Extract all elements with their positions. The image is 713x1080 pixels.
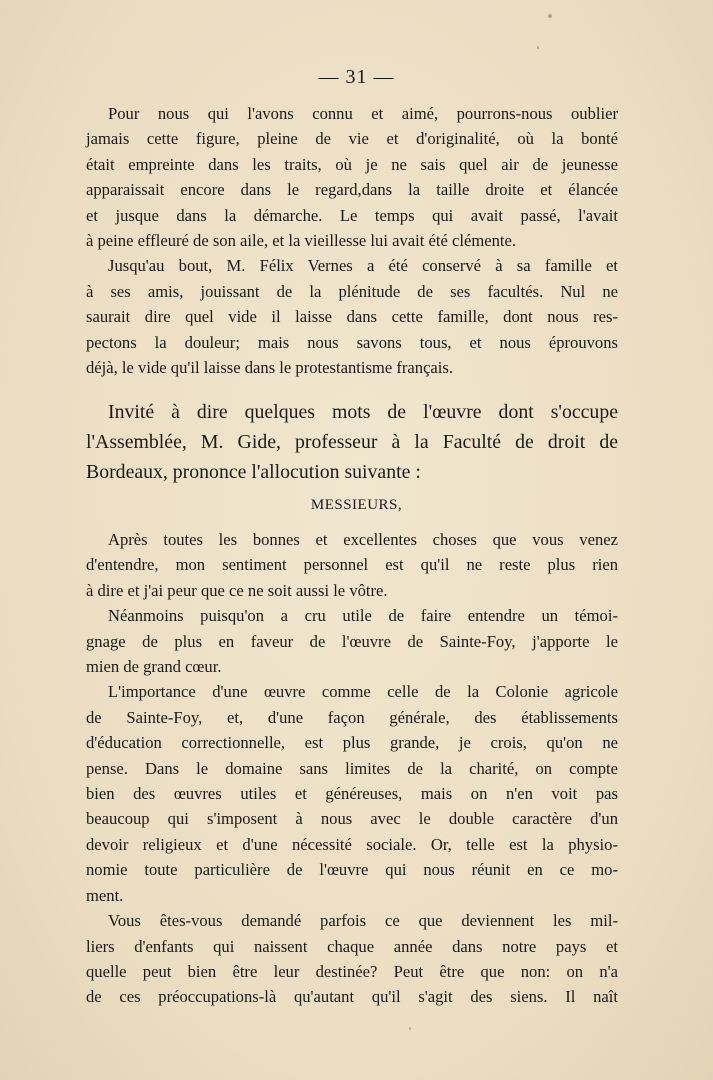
text-line: déjà, le vide qu'il laisse dans le protestantisme français. — [86, 358, 454, 378]
text-line: liers d'enfants qui naissent chaque année dans notre pays et — [86, 936, 618, 956]
text-line: mien de grand cœur. — [86, 657, 222, 677]
text-line: quelle peut bien être leur destinée? Peut être que non: on n'a — [86, 961, 618, 981]
text-line: saurait dire quel vide il laisse dans cette famille, dont nous res- — [86, 307, 618, 327]
page-number: — 31 — — [318, 66, 395, 88]
text-line: à peine effleuré de son aile, et la vieillesse lui avait été clémente. — [86, 231, 517, 251]
paragraph — [86, 603, 618, 679]
text-line: à dire et j'ai peur que ce ne soit aussi le vôtre. — [86, 580, 388, 600]
text-line: pectons la douleur; mais nous savons tous, et nous éprouvons — [86, 332, 618, 352]
paragraph — [86, 101, 618, 253]
text-line: jamais cette figure, pleine de vie et d'originalité, où la bonté — [86, 129, 618, 149]
text-line: devoir religieux et d'une nécessité sociale. Or, telle est la physio- — [86, 834, 618, 854]
text-line: ment. — [86, 885, 124, 905]
paper-speck — [409, 1027, 411, 1030]
text-block-top — [86, 101, 618, 380]
salutation: MESSIEURS, — [310, 497, 403, 513]
text-line: L'importance d'une œuvre comme celle de la Colonie agricole — [108, 682, 618, 702]
paper-speck — [537, 46, 539, 49]
text-line: Invité à dire quelques mots de l'œuvre dont s'occupe — [108, 401, 618, 423]
text-line: Vous êtes-vous demandé parfois ce que deviennent les mil- — [108, 911, 618, 931]
text-line: d'entendre, mon sentiment personnel est qu'il ne reste plus rien — [86, 555, 618, 575]
text-line: de ces préoccupations-là qu'autant qu'il s'agit des siens. Il naît — [86, 987, 618, 1007]
paragraph — [86, 527, 618, 603]
text-line: gnage de plus en faveur de l'œuvre de Sainte-Foy, j'apporte le — [86, 631, 618, 651]
text-line: était empreinte dans les traits, où je ne sais quel air de jeunesse — [86, 154, 618, 174]
text-line: de Sainte-Foy, et, d'une façon générale, des établissements — [86, 707, 618, 727]
text-line: Bordeaux, prononce l'allocution suivante : — [86, 461, 421, 483]
text-line: apparaissait encore dans le regard,dans la taille droite et élancée — [86, 180, 618, 200]
text-line: beaucoup qui s'imposent à nous avec le double caractère d'un — [86, 809, 618, 829]
text-line: à ses amis, jouissant de la plénitude de ses facultés. Nul ne — [86, 281, 618, 301]
text-line: Pour nous qui l'avons connu et aimé, pourrons-nous oublier — [108, 104, 618, 123]
paragraph — [86, 679, 618, 908]
text-line: Néanmoins puisqu'on a cru utile de faire entendre un témoi- — [108, 606, 618, 626]
text-line: Jusqu'au bout, M. Félix Vernes a été conservé à sa famille et — [108, 256, 618, 276]
text-block-bottom — [86, 527, 618, 1010]
text-line: nomie toute particulière de l'œuvre qui nous réunit en ce mo- — [86, 860, 618, 880]
text-line: l'Assemblée, M. Gide, professeur à la Faculté de droit de — [86, 431, 618, 453]
paragraph — [86, 908, 618, 1010]
text-line: et jusque dans la démarche. Le temps qui avait passé, l'avait — [86, 205, 618, 225]
paper-speck — [548, 14, 552, 18]
text-line: Après toutes les bonnes et excellentes choses que vous venez — [108, 530, 618, 549]
text-line: bien des œuvres utiles et généreuses, mais on n'en voit pas — [86, 784, 618, 804]
text-line: pense. Dans le domaine sans limites de la charité, on compte — [86, 758, 618, 778]
intro-block — [86, 397, 618, 487]
paragraph — [86, 253, 618, 380]
text-line: d'éducation correctionnelle, est plus grande, je crois, qu'on ne — [86, 733, 618, 753]
